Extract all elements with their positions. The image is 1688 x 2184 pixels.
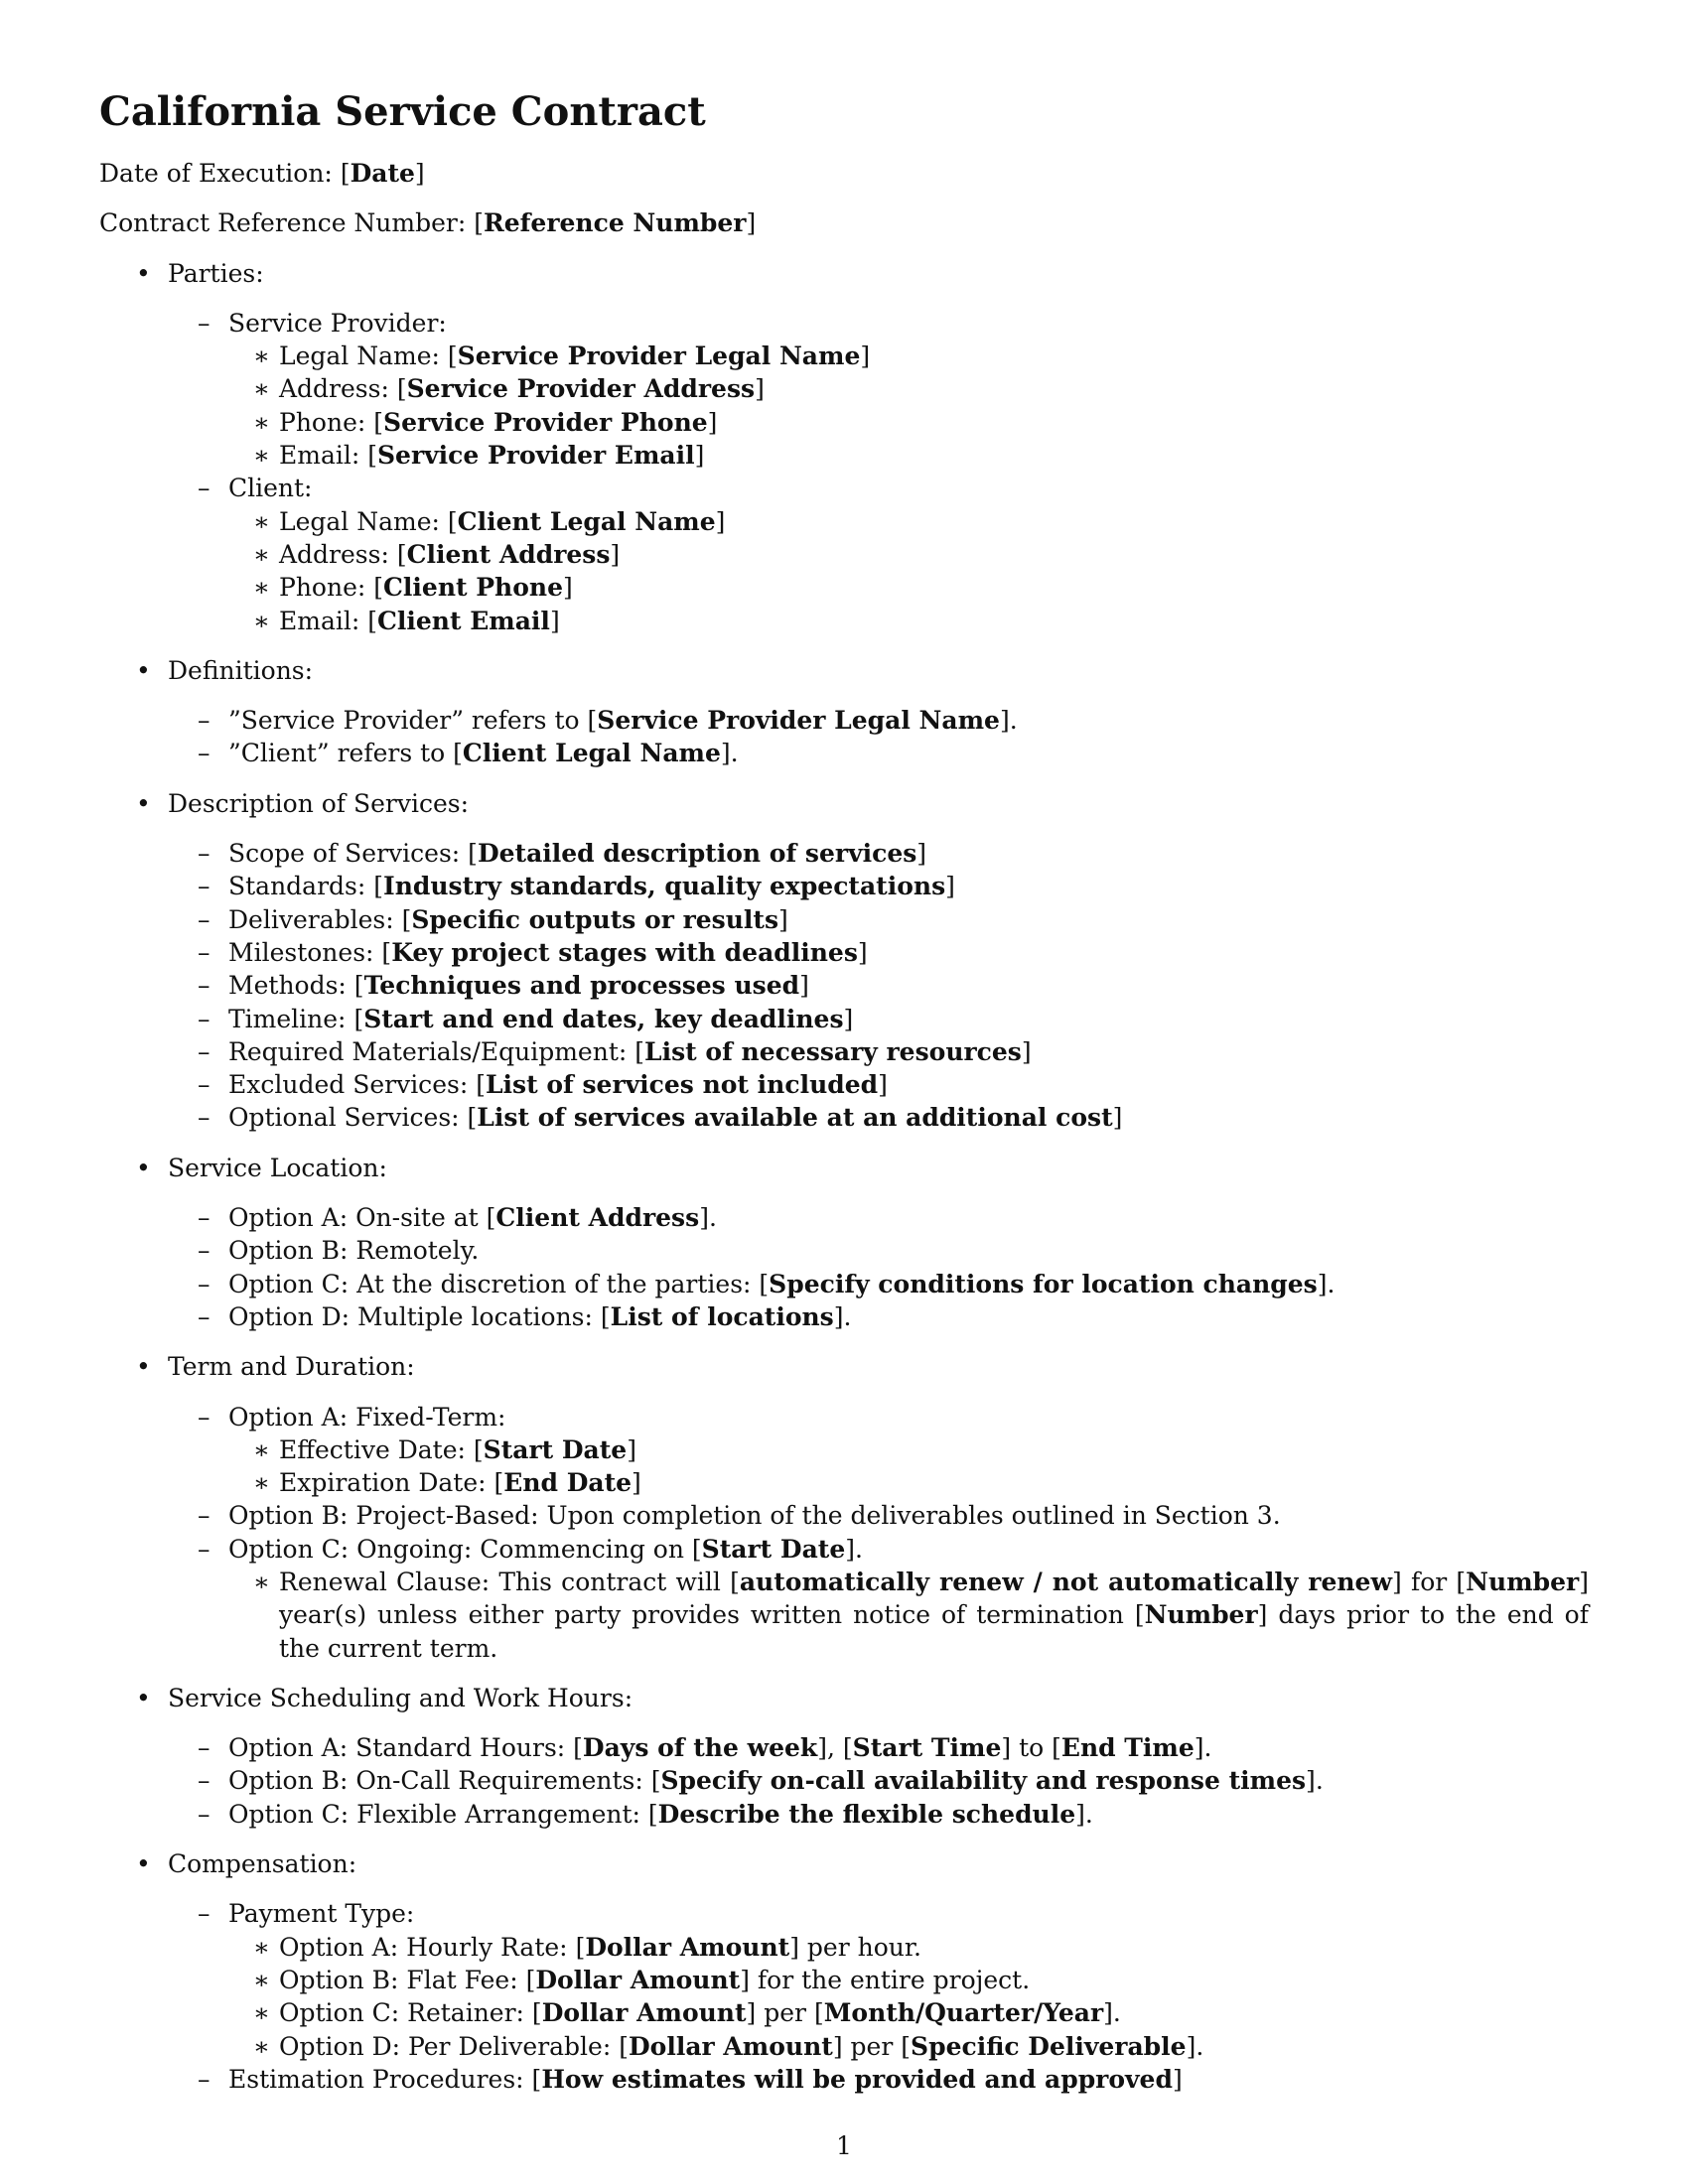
service-item: – Standards: [Industry standards, quality expectations]: [99, 870, 1589, 902]
term-option-c: – Option C: Ongoing: Commencing on [Start Date]. ∗ Renewal Clause: This contract will [automatically renew / not automatically renew] for [Number] year(s) unless either party provides written notice of termination [Number] days prior to the end of the current term.: [99, 1533, 1589, 1665]
client-phone: ∗ Phone: [Client Phone]: [228, 571, 1589, 604]
payment-option-a: ∗ Option A: Hourly Rate: [Dollar Amount] per hour.: [228, 1931, 1589, 1964]
contract-reference-number: Contract Reference Number: [Reference Number]: [99, 208, 757, 238]
renewal-clause: ∗ Renewal Clause: This contract will [automatically renew / not automatically renew] for [Number] year(s) unless either party provides written notice of termination [Number] days prior to the end of the current term.: [228, 1566, 1589, 1665]
term-option-a: – Option A: Fixed-Term: ∗ Effective Date: [Start Date] ∗ Expiration Date: [End Date]: [99, 1401, 1589, 1500]
section-heading: Description of Services:: [168, 788, 470, 818]
location-option-b: – Option B: Remotely.: [99, 1234, 1589, 1267]
section-description-of-services: [99, 787, 1589, 1135]
service-item: – Deliverables: [Specific outputs or results]: [99, 903, 1589, 936]
location-option-c: – Option C: At the discretion of the parties: [Specify conditions for location changes].: [99, 1268, 1589, 1300]
section-compensation: [99, 1847, 1589, 2096]
service-item: – Required Materials/Equipment: [List of necessary resources]: [99, 1035, 1589, 1068]
provider-phone: ∗ Phone: [Service Provider Phone]: [228, 406, 1589, 439]
provider-legal-name: ∗ Legal Name: [Service Provider Legal Name]: [228, 340, 1589, 372]
page-number: 1: [836, 2131, 852, 2160]
schedule-option-a: – Option A: Standard Hours: [Days of the week], [Start Time] to [End Time].: [99, 1731, 1589, 1764]
service-item: – Scope of Services: [Detailed description of services]: [99, 837, 1589, 870]
section-service-scheduling: [99, 1682, 1589, 1831]
date-of-execution: Date of Execution: [Date]: [99, 159, 425, 188]
definition-item: – ”Service Provider” refers to [Service Provider Legal Name].: [99, 704, 1589, 737]
section-heading: Definitions:: [168, 655, 314, 685]
service-item: – Milestones: [Key project stages with deadlines]: [99, 936, 1589, 969]
estimation-procedures: – Estimation Procedures: [How estimates will be provided and approved]: [99, 2063, 1589, 2096]
schedule-option-b: – Option B: On-Call Requirements: [Specify on-call availability and response times].: [99, 1764, 1589, 1797]
payment-option-c: ∗ Option C: Retainer: [Dollar Amount] per [Month/Quarter/Year].: [228, 1996, 1589, 2029]
provider-address: ∗ Address: [Service Provider Address]: [228, 372, 1589, 405]
provider-email: ∗ Email: [Service Provider Email]: [228, 439, 1589, 472]
section-heading: Parties:: [168, 258, 264, 288]
effective-date: ∗ Effective Date: [Start Date]: [228, 1433, 1589, 1466]
expiration-date: ∗ Expiration Date: [End Date]: [228, 1466, 1589, 1499]
section-heading: Service Location:: [168, 1153, 387, 1182]
client-legal-name: ∗ Legal Name: [Client Legal Name]: [228, 505, 1589, 538]
location-option-d: – Option D: Multiple locations: [List of locations].: [99, 1300, 1589, 1333]
schedule-option-c: – Option C: Flexible Arrangement: [Describe the flexible schedule].: [99, 1798, 1589, 1831]
reference-placeholder: Reference Number: [484, 208, 747, 238]
client: – Client: ∗ Legal Name: [Client Legal Name] ∗ Address: [Client Address] ∗ Phone: [Client Phone] ∗ Email: [Client Email]: [99, 472, 1589, 636]
section-term-and-duration: [99, 1350, 1589, 1665]
section-service-location: [99, 1152, 1589, 1333]
service-item: – Optional Services: [List of services available at an additional cost]: [99, 1101, 1589, 1134]
section-parties: [99, 257, 1589, 637]
service-item: – Timeline: [Start and end dates, key deadlines]: [99, 1003, 1589, 1035]
contract-title: California Service Contract: [99, 88, 706, 135]
definition-item: – ”Client” refers to [Client Legal Name].: [99, 737, 1589, 769]
client-email: ∗ Email: [Client Email]: [228, 605, 1589, 637]
section-heading: Term and Duration:: [168, 1352, 415, 1382]
service-provider: – Service Provider: ∗ Legal Name: [Service Provider Legal Name] ∗ Address: [Service Provider Address] ∗ Phone: [Service Provider Phone] ∗ Email: [Service Provider Email]: [99, 307, 1589, 472]
payment-type: – Payment Type: ∗ Option A: Hourly Rate: [Dollar Amount] per hour. ∗ Option B: Flat Fee: [Dollar Amount] for the entire project. ∗ Option C: Retainer: [Dollar Amount] per [Month/Quarter/Year]. ∗ Option D: Per Deliverable: [Dollar Amount] per [Specific Deliverable].: [99, 1897, 1589, 2062]
service-item: – Excluded Services: [List of services not included]: [99, 1068, 1589, 1101]
service-item: – Methods: [Techniques and processes used]: [99, 969, 1589, 1002]
term-option-b: – Option B: Project-Based: Upon completion of the deliverables outlined in Section 3.: [99, 1499, 1589, 1532]
date-placeholder: Date: [350, 159, 415, 188]
client-address: ∗ Address: [Client Address]: [228, 538, 1589, 571]
contract-sections: [99, 257, 1589, 2097]
section-heading: Service Scheduling and Work Hours:: [168, 1683, 633, 1712]
payment-option-b: ∗ Option B: Flat Fee: [Dollar Amount] for the entire project.: [228, 1964, 1589, 1996]
payment-option-d: ∗ Option D: Per Deliverable: [Dollar Amount] per [Specific Deliverable].: [228, 2030, 1589, 2063]
location-option-a: – Option A: On-site at [Client Address].: [99, 1201, 1589, 1234]
section-definitions: [99, 654, 1589, 770]
section-heading: Compensation:: [168, 1849, 357, 1879]
